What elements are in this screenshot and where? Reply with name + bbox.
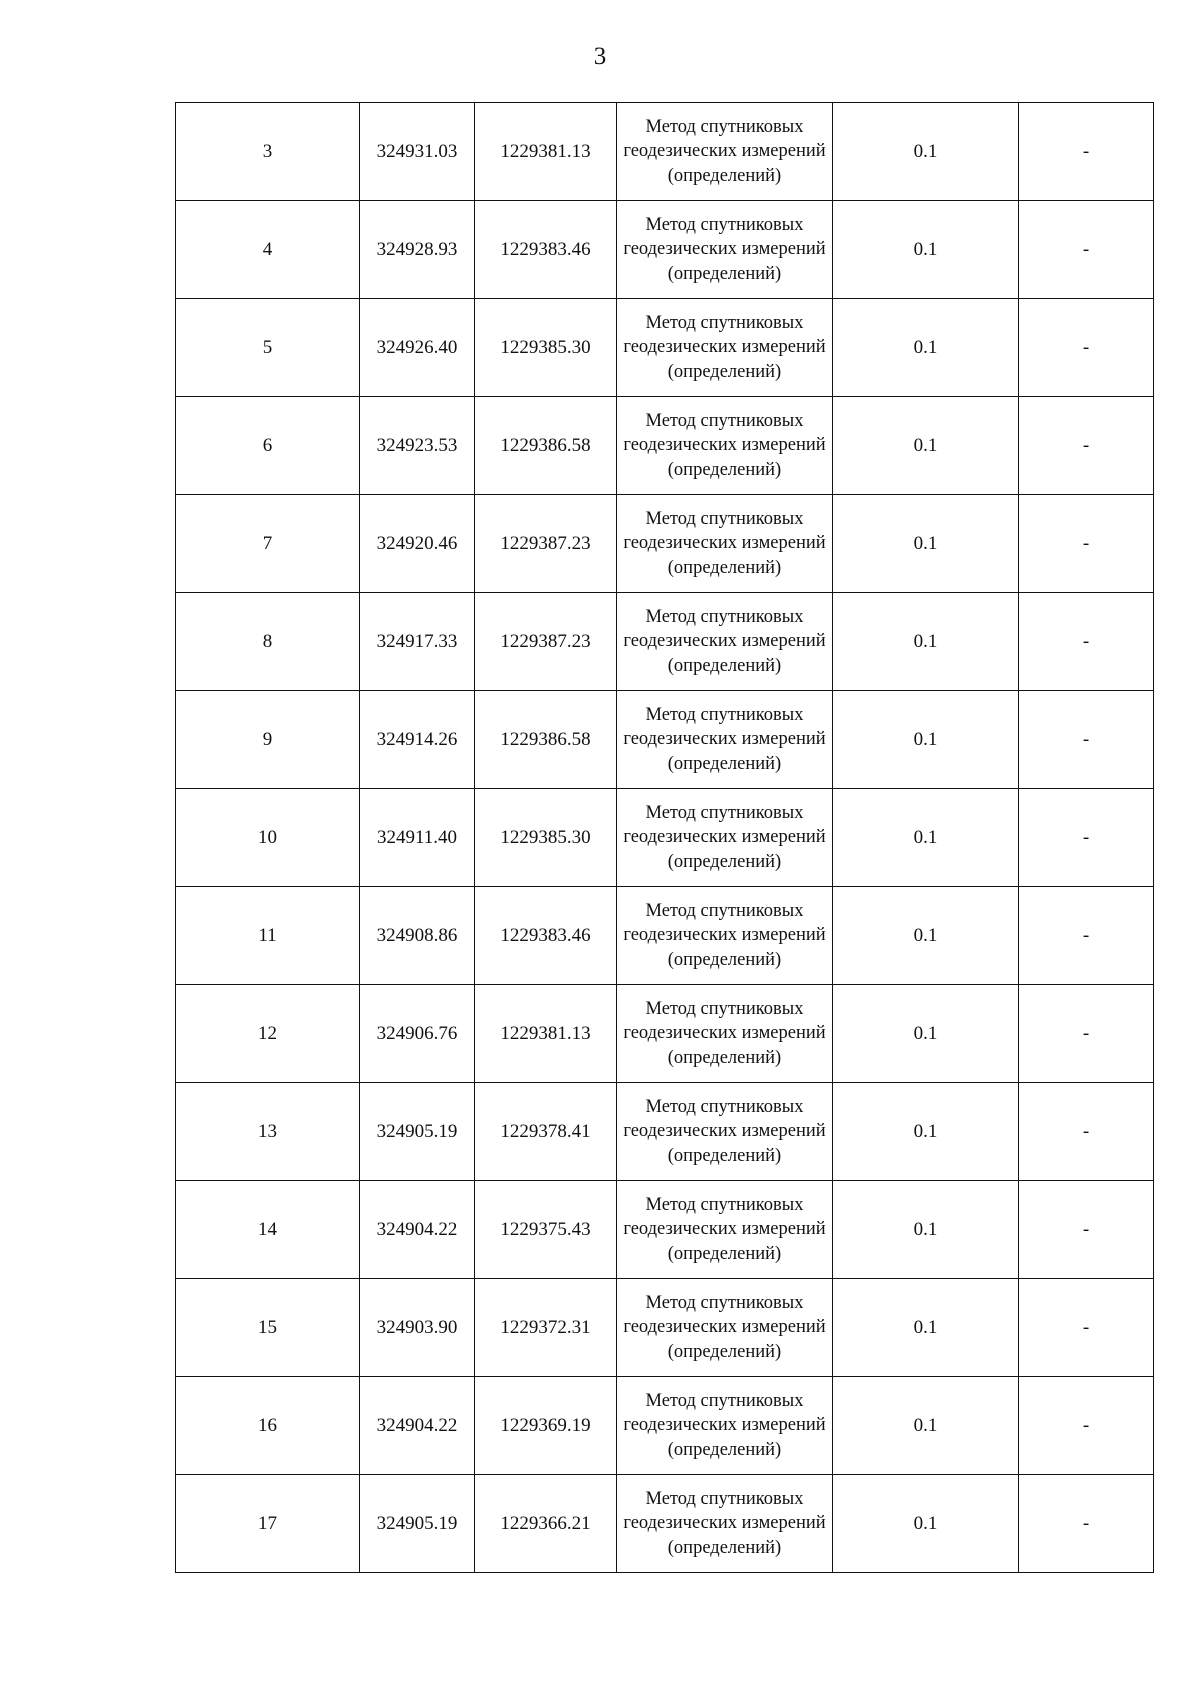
method: Метод спутниковых геодезических измерений (определений) — [617, 1475, 833, 1573]
coord-x: 324923.53 — [360, 397, 475, 495]
note: - — [1019, 691, 1154, 789]
coord-y: 1229385.30 — [475, 299, 617, 397]
method: Метод спутниковых геодезических измерений (определений) — [617, 1377, 833, 1475]
coord-y: 1229386.58 — [475, 397, 617, 495]
coord-x: 324904.22 — [360, 1181, 475, 1279]
coord-x: 324906.76 — [360, 985, 475, 1083]
accuracy: 0.1 — [833, 1181, 1019, 1279]
coord-x: 324917.33 — [360, 593, 475, 691]
table-row — [176, 103, 1154, 201]
table-row — [176, 985, 1154, 1083]
accuracy: 0.1 — [833, 1475, 1019, 1573]
table-row — [176, 1377, 1154, 1475]
note: - — [1019, 789, 1154, 887]
coord-y: 1229366.21 — [475, 1475, 617, 1573]
method: Метод спутниковых геодезических измерений (определений) — [617, 397, 833, 495]
coord-x: 324926.40 — [360, 299, 475, 397]
table-row — [176, 593, 1154, 691]
coord-y: 1229381.13 — [475, 985, 617, 1083]
coord-y: 1229387.23 — [475, 593, 617, 691]
method: Метод спутниковых геодезических измерений (определений) — [617, 103, 833, 201]
coord-x: 324908.86 — [360, 887, 475, 985]
coord-x: 324931.03 — [360, 103, 475, 201]
coord-y: 1229381.13 — [475, 103, 617, 201]
note: - — [1019, 495, 1154, 593]
note: - — [1019, 1279, 1154, 1377]
method: Метод спутниковых геодезических измерений (определений) — [617, 985, 833, 1083]
note: - — [1019, 985, 1154, 1083]
method: Метод спутниковых геодезических измерений (определений) — [617, 691, 833, 789]
accuracy: 0.1 — [833, 985, 1019, 1083]
table-row — [176, 1083, 1154, 1181]
method: Метод спутниковых геодезических измерений (определений) — [617, 495, 833, 593]
coord-x: 324904.22 — [360, 1377, 475, 1475]
point-number: 6 — [176, 397, 360, 495]
method: Метод спутниковых геодезических измерений (определений) — [617, 593, 833, 691]
point-number: 12 — [176, 985, 360, 1083]
point-number: 7 — [176, 495, 360, 593]
note: - — [1019, 1475, 1154, 1573]
coord-y: 1229372.31 — [475, 1279, 617, 1377]
point-number: 3 — [176, 103, 360, 201]
method: Метод спутниковых геодезических измерений (определений) — [617, 1181, 833, 1279]
note: - — [1019, 1181, 1154, 1279]
table-row — [176, 201, 1154, 299]
coord-y: 1229378.41 — [475, 1083, 617, 1181]
coord-x: 324905.19 — [360, 1475, 475, 1573]
table-row — [176, 1279, 1154, 1377]
coord-x: 324905.19 — [360, 1083, 475, 1181]
note: - — [1019, 1377, 1154, 1475]
coord-y: 1229383.46 — [475, 201, 617, 299]
note: - — [1019, 299, 1154, 397]
table-row — [176, 495, 1154, 593]
coord-x: 324928.93 — [360, 201, 475, 299]
note: - — [1019, 887, 1154, 985]
accuracy: 0.1 — [833, 1083, 1019, 1181]
point-number: 10 — [176, 789, 360, 887]
method: Метод спутниковых геодезических измерений (определений) — [617, 201, 833, 299]
accuracy: 0.1 — [833, 1279, 1019, 1377]
method: Метод спутниковых геодезических измерений (определений) — [617, 1083, 833, 1181]
page-number: 3 — [593, 43, 607, 70]
accuracy: 0.1 — [833, 495, 1019, 593]
point-number: 9 — [176, 691, 360, 789]
accuracy: 0.1 — [833, 789, 1019, 887]
table-row — [176, 887, 1154, 985]
coordinates-table-body — [176, 103, 1154, 1573]
point-number: 14 — [176, 1181, 360, 1279]
accuracy: 0.1 — [833, 593, 1019, 691]
accuracy: 0.1 — [833, 1377, 1019, 1475]
table-row — [176, 789, 1154, 887]
coord-y: 1229369.19 — [475, 1377, 617, 1475]
accuracy: 0.1 — [833, 887, 1019, 985]
point-number: 11 — [176, 887, 360, 985]
note: - — [1019, 397, 1154, 495]
table-row — [176, 397, 1154, 495]
coord-x: 324920.46 — [360, 495, 475, 593]
coord-x: 324911.40 — [360, 789, 475, 887]
coordinates-table — [175, 102, 1154, 1573]
point-number: 8 — [176, 593, 360, 691]
note: - — [1019, 103, 1154, 201]
coord-y: 1229387.23 — [475, 495, 617, 593]
method: Метод спутниковых геодезических измерений (определений) — [617, 1279, 833, 1377]
accuracy: 0.1 — [833, 103, 1019, 201]
table-row — [176, 1181, 1154, 1279]
point-number: 4 — [176, 201, 360, 299]
note: - — [1019, 1083, 1154, 1181]
table-row — [176, 299, 1154, 397]
method: Метод спутниковых геодезических измерений (определений) — [617, 299, 833, 397]
coord-x: 324914.26 — [360, 691, 475, 789]
accuracy: 0.1 — [833, 299, 1019, 397]
point-number: 16 — [176, 1377, 360, 1475]
table-row — [176, 1475, 1154, 1573]
coord-y: 1229386.58 — [475, 691, 617, 789]
method: Метод спутниковых геодезических измерений (определений) — [617, 789, 833, 887]
coord-y: 1229383.46 — [475, 887, 617, 985]
point-number: 15 — [176, 1279, 360, 1377]
coord-y: 1229385.30 — [475, 789, 617, 887]
note: - — [1019, 593, 1154, 691]
point-number: 5 — [176, 299, 360, 397]
point-number: 17 — [176, 1475, 360, 1573]
accuracy: 0.1 — [833, 691, 1019, 789]
accuracy: 0.1 — [833, 397, 1019, 495]
method: Метод спутниковых геодезических измерений (определений) — [617, 887, 833, 985]
coord-x: 324903.90 — [360, 1279, 475, 1377]
point-number: 13 — [176, 1083, 360, 1181]
accuracy: 0.1 — [833, 201, 1019, 299]
coord-y: 1229375.43 — [475, 1181, 617, 1279]
table-row — [176, 691, 1154, 789]
note: - — [1019, 201, 1154, 299]
